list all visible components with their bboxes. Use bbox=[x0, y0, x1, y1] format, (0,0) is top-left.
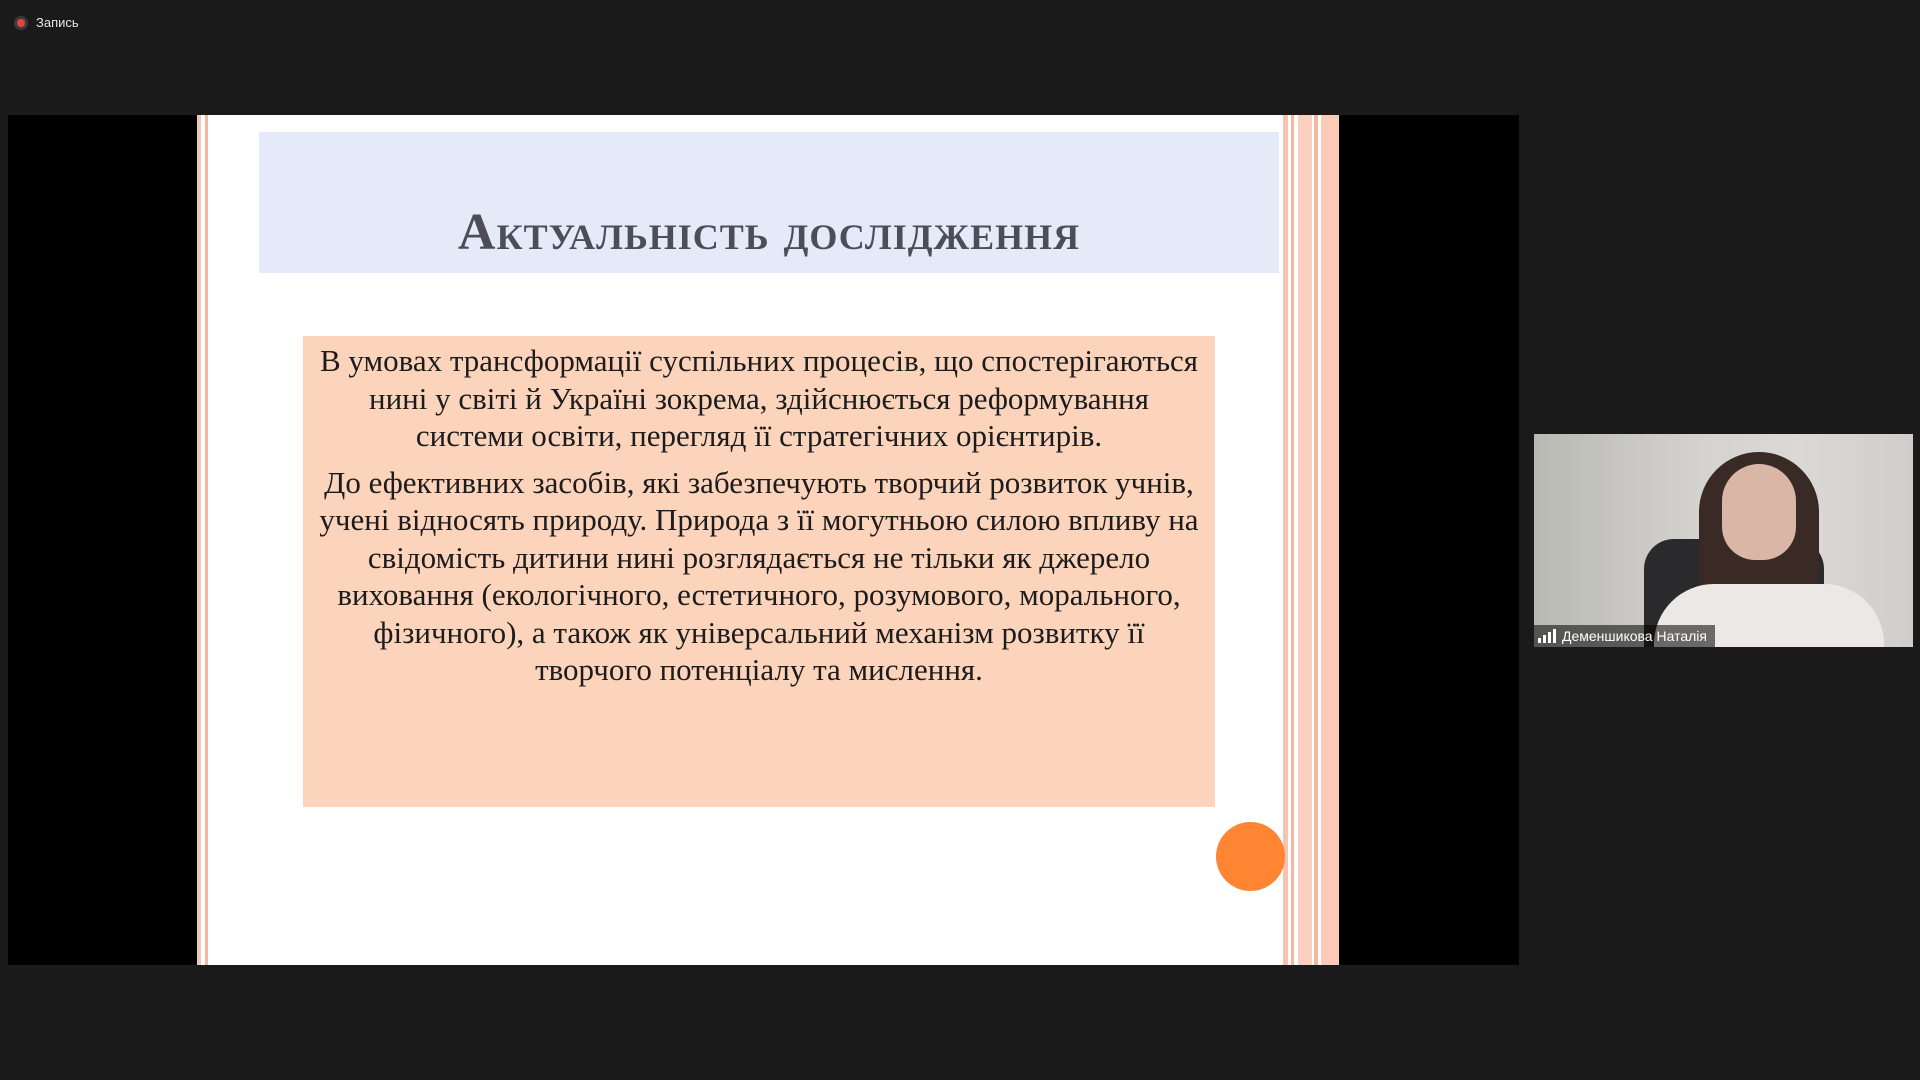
slide-border-stripe bbox=[1298, 115, 1312, 965]
slide-border-stripe bbox=[1291, 115, 1294, 965]
slide-content-box bbox=[303, 336, 1215, 807]
participant-video-face bbox=[1722, 464, 1796, 560]
participant-name-bar bbox=[1534, 625, 1715, 647]
decorative-circle bbox=[1216, 822, 1285, 891]
participant-video-tile[interactable] bbox=[1534, 434, 1913, 647]
slide-border-stripe bbox=[1314, 115, 1318, 965]
slide-border-stripe bbox=[1283, 115, 1288, 965]
slide-border-stripe bbox=[1321, 115, 1339, 965]
slide-paragraph: В умовах трансформації суспільних процесів, що спостерігаються нині у світі й Україні зокрема, здійснюється реформування системи освіти, перегляд її стратегічних орієнтирів. bbox=[319, 343, 1199, 453]
slide-title: Актуальність дослідження bbox=[457, 204, 1081, 261]
recording-indicator[interactable] bbox=[14, 15, 79, 30]
participant-name: Деменшикова Наталія bbox=[1562, 628, 1707, 644]
signal-strength-icon bbox=[1538, 629, 1556, 643]
presentation-slide bbox=[197, 115, 1339, 965]
slide-border-stripe bbox=[205, 115, 208, 965]
slide-border-stripe bbox=[197, 115, 201, 965]
recording-label: Запись bbox=[36, 15, 79, 30]
screen-share-area bbox=[8, 115, 1519, 965]
slide-paragraph: До ефективних засобів, які забезпечують творчий розвиток учнів, учені відносять природу. Природа з її могутньою силою впливу на свідомість дитини нині розглядається не тільки як джерело виховання (екологічного, естетичного, розумового, морального, фізичного), а також як універсальний механізм розвитку її творчого потенціалу та мислення. bbox=[319, 464, 1199, 687]
record-icon bbox=[14, 16, 28, 30]
